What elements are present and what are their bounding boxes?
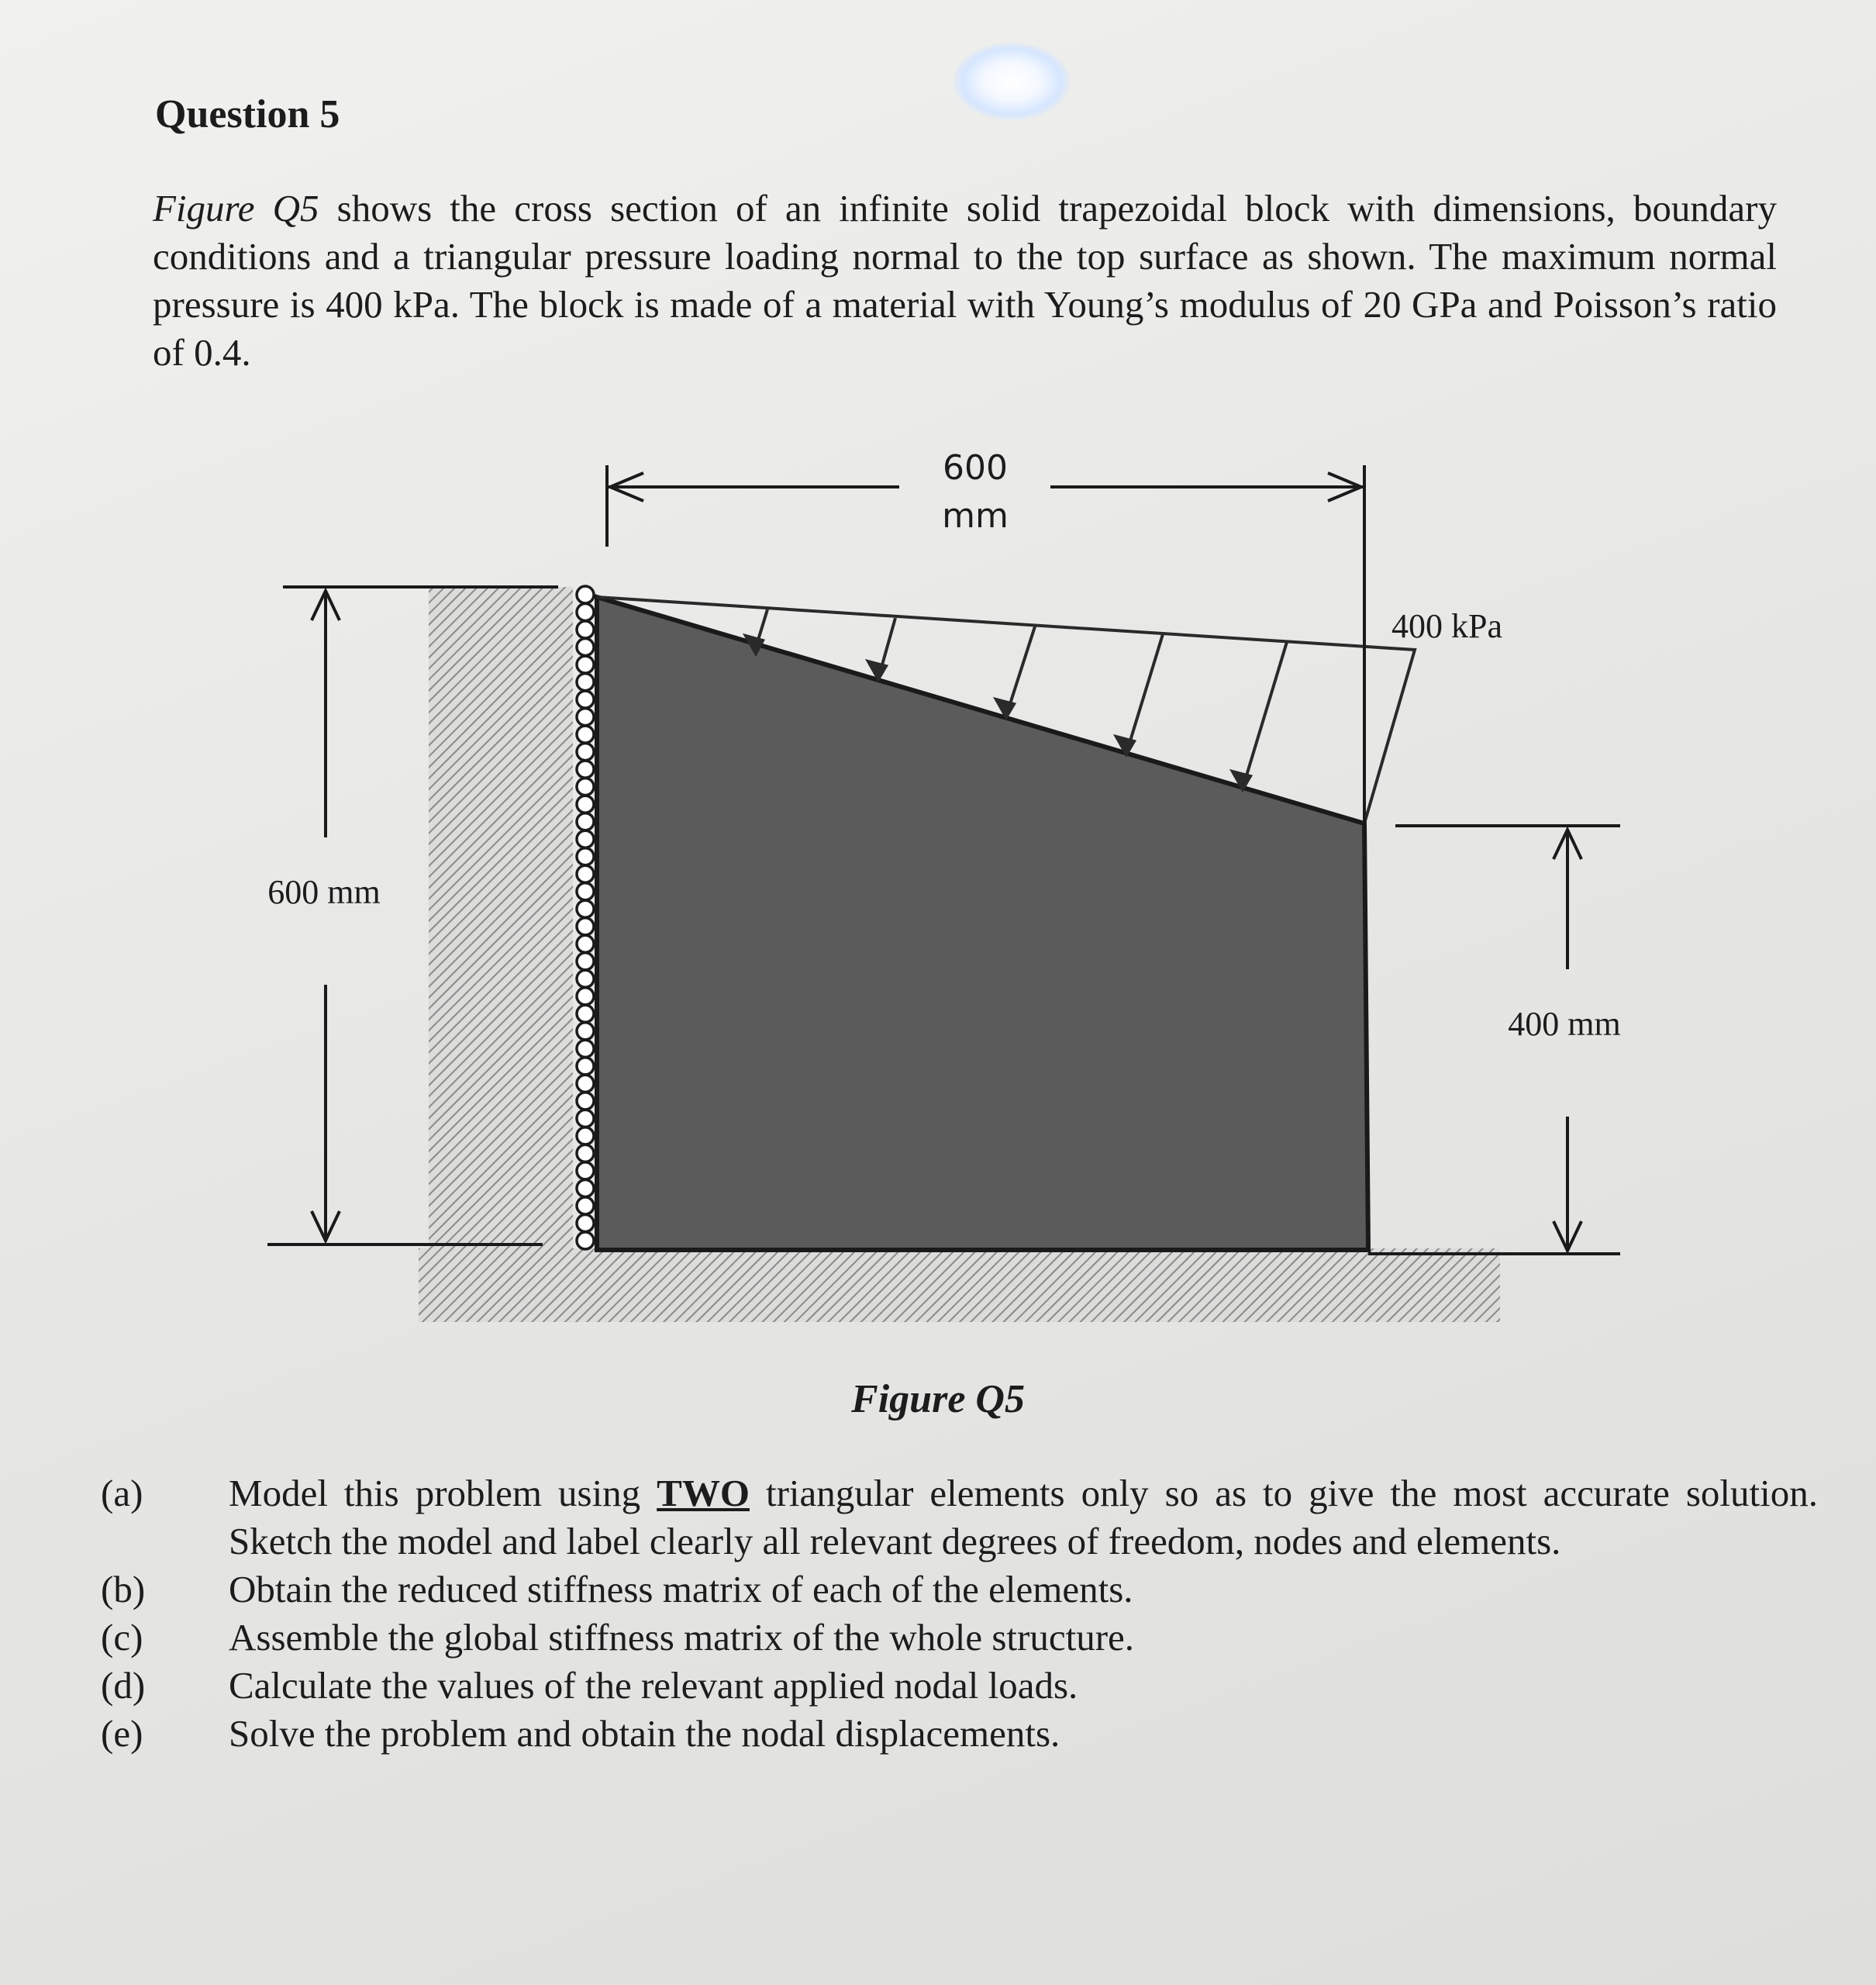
trapezoidal-block bbox=[597, 597, 1368, 1250]
roller-support bbox=[577, 865, 594, 882]
roller-support bbox=[577, 744, 594, 761]
left-wall-hatch bbox=[429, 587, 573, 1250]
part-text: Calculate the values of the relevant applied nodal loads. bbox=[229, 1664, 1078, 1707]
roller-support bbox=[577, 988, 594, 1005]
roller-support bbox=[577, 830, 594, 848]
roller-support bbox=[577, 848, 594, 865]
roller-support bbox=[577, 796, 594, 813]
part-b bbox=[101, 1566, 1818, 1614]
part-text: Solve the problem and obtain the nodal displacements. bbox=[229, 1712, 1060, 1755]
left-height-label: 600 mm bbox=[267, 873, 381, 911]
pressure-arrow bbox=[1128, 634, 1163, 748]
part-e bbox=[101, 1710, 1818, 1758]
question-heading: Question 5 bbox=[155, 92, 340, 136]
part-text bbox=[229, 1469, 1818, 1566]
part-label: (d) bbox=[101, 1664, 146, 1707]
part-label: (c) bbox=[101, 1616, 143, 1659]
roller-support bbox=[577, 1023, 594, 1040]
roller-support bbox=[577, 1197, 594, 1214]
roller-support bbox=[577, 900, 594, 917]
roller-support bbox=[577, 953, 594, 970]
part-label: (b) bbox=[101, 1568, 146, 1610]
right-height-label: 400 mm bbox=[1508, 1005, 1621, 1043]
roller-support bbox=[577, 1058, 594, 1075]
question-parts bbox=[101, 1469, 1818, 1758]
roller-support bbox=[577, 1110, 594, 1127]
figure-caption: Figure Q5 bbox=[851, 1377, 1025, 1421]
roller-support bbox=[577, 1144, 594, 1162]
roller-support bbox=[577, 1180, 594, 1197]
intro-text: shows the cross section of an infinite solid trapezoidal block with dimensions, boundary conditions and a triangular pressure loading normal to the top surface as shown. The maximum normal pressure is 400 kPa. The block is made of a material with Young’s modulus of 20 GPa and Poisson’s ratio of 0.4. bbox=[153, 187, 1777, 374]
roller-support bbox=[577, 1127, 594, 1144]
roller-support bbox=[577, 1232, 594, 1249]
roller-support bbox=[577, 970, 594, 987]
roller-support bbox=[577, 1162, 594, 1179]
roller-support bbox=[577, 935, 594, 952]
part-label: (e) bbox=[101, 1712, 143, 1755]
part-c bbox=[101, 1614, 1818, 1662]
ground-hatch bbox=[419, 1248, 1500, 1322]
part-a-pre: Model this problem using bbox=[229, 1472, 657, 1514]
part-a-emphasis: TWO bbox=[657, 1472, 750, 1514]
width-value: 600 bbox=[943, 448, 1008, 488]
roller-support bbox=[577, 1005, 594, 1022]
roller-support bbox=[577, 639, 594, 656]
roller-support bbox=[577, 813, 594, 830]
roller-support bbox=[577, 621, 594, 638]
roller-supports bbox=[577, 586, 594, 1249]
roller-support bbox=[577, 918, 594, 935]
part-d bbox=[101, 1662, 1818, 1710]
roller-support bbox=[577, 1215, 594, 1232]
pressure-arrow bbox=[1008, 627, 1035, 711]
roller-support bbox=[577, 586, 594, 603]
roller-support bbox=[577, 883, 594, 900]
part-text: Obtain the reduced stiffness matrix of each of the elements. bbox=[229, 1568, 1133, 1610]
pressure-label: 400 kPa bbox=[1391, 607, 1502, 645]
roller-support bbox=[577, 674, 594, 691]
part-a bbox=[101, 1469, 1818, 1566]
roller-support bbox=[577, 778, 594, 796]
part-a-post: triangular elements only so as to give the most accurate solution. Sketch the model and label clearly all relevant degrees of freedom, nodes and elements. bbox=[229, 1472, 1818, 1562]
roller-support bbox=[577, 1093, 594, 1110]
roller-support bbox=[577, 1040, 594, 1057]
intro-figure-ref: Figure Q5 bbox=[153, 187, 319, 230]
roller-support bbox=[577, 709, 594, 726]
pressure-arrow bbox=[1244, 642, 1287, 783]
roller-support bbox=[577, 691, 594, 708]
roller-support bbox=[577, 1075, 594, 1092]
width-unit: mm bbox=[942, 496, 1009, 536]
roller-support bbox=[577, 604, 594, 621]
roller-support bbox=[577, 761, 594, 778]
part-text: Assemble the global stiffness matrix of the whole structure. bbox=[229, 1616, 1135, 1659]
part-label: (a) bbox=[101, 1472, 143, 1514]
roller-support bbox=[577, 726, 594, 743]
roller-support bbox=[577, 656, 594, 673]
